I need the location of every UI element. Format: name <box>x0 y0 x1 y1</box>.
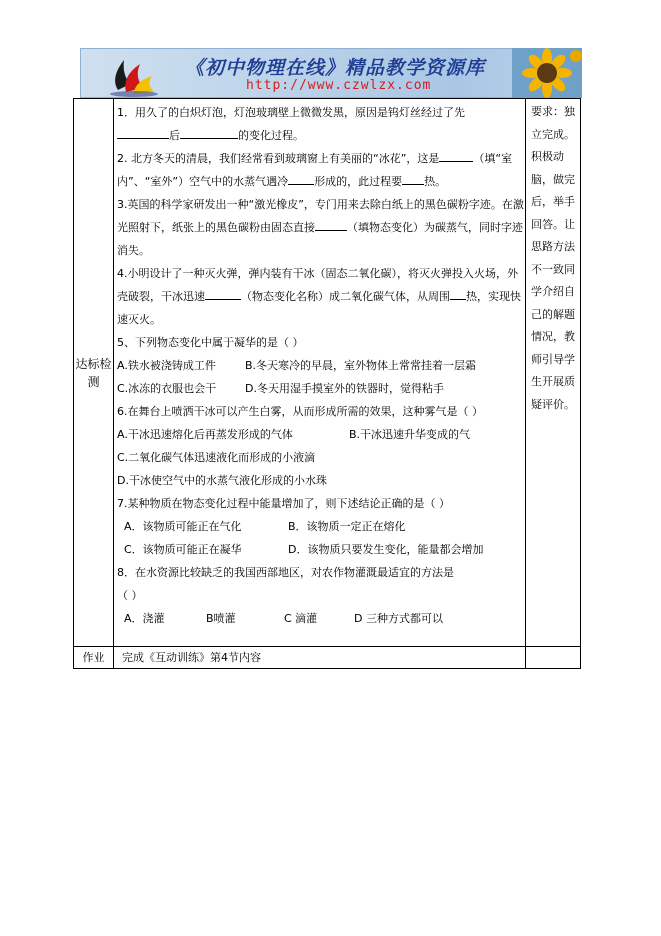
question-1: 1．用久了的白炽灯泡，灯泡玻璃壁上微微发黑，原因是钨灯丝经过了先 后 的变化过程。 <box>117 106 465 142</box>
question-3: 3.英国的科学家研发出一种“激光橡皮”，专门用来去除白纸上的黑色碳粉字迹。在激光照射下，纸张上的黑色碳粉由固态直接 （填物态变化）为碳蒸气，同时字迹消失。 <box>117 198 524 257</box>
homework-text: 完成《互动训练》第4节内容 <box>114 647 526 669</box>
row-label: 达标检测 <box>74 99 114 647</box>
question-5: 5、下列物态变化中属于凝华的是（ ） A.铁水被浇铸成工件 B.冬天寒冷的早晨，室外物体上常常挂着一层霜 C.冰冻的衣服也会干 D.冬天用湿手摸室外的铁器时，觉得粘手 <box>117 336 477 395</box>
question-7: 7.某种物质在物态变化过程中能量增加了，则下述结论正确的是（ ） A．该物质可能正在气化 B．该物质一定正在熔化 C．该物质可能正在凝华 D．该物质只要发生变化，能量都会增加 <box>117 497 484 556</box>
homework-row <box>74 647 581 669</box>
logo-icon <box>104 50 164 98</box>
homework-note-cell <box>526 647 581 669</box>
question-6: 6.在舞台上喷洒干冰可以产生白雾，从而形成所需的效果，这种雾气是（ ） A.干冰迅速熔化后再蒸发形成的气体 B.干冰迅速升华变成的气 C.二氧化碳气体迅速液化而形成的小液滴 D.干冰使空气中的水蒸气液化形成的小水珠 <box>117 405 483 487</box>
lesson-table <box>73 98 581 669</box>
question-8: 8．在水资源比较缺乏的我国西部地区，对农作物灌溉最适宜的方法是 （ ） A．浇灌 B喷灌 C 滴灌 D 三种方式都可以 <box>117 566 454 625</box>
banner-url: http://www.czwlzx.com <box>246 78 432 93</box>
table-row <box>74 99 581 647</box>
question-2: 2. 北方冬天的清晨，我们经常看到玻璃窗上有美丽的“冰花”，这是 （填“室内”、“室外”）空气中的水蒸气遇冷 形成的，此过程要 热。 <box>117 147 525 193</box>
question-4: 4.小明设计了一种灭火弹，弹内装有干冰（固态二氧化碳），将灭火弹投入火场，外壳破裂，干冰迅速 （物态变化名称）成二氧化碳气体，从周围 热，实现快速灭火。 <box>117 267 521 326</box>
questions-cell <box>114 99 526 647</box>
banner-title: 《初中物理在线》精品教学资源库 <box>185 57 486 79</box>
homework-label: 作业 <box>74 647 114 669</box>
requirements-note: 要求：独立完成。积极动脑，做完后，举手回答。让思路方法不一致同学介绍自己的解题情况，教师引导学生开展质疑评价。 <box>526 99 581 647</box>
sunflower-icon <box>512 48 582 98</box>
